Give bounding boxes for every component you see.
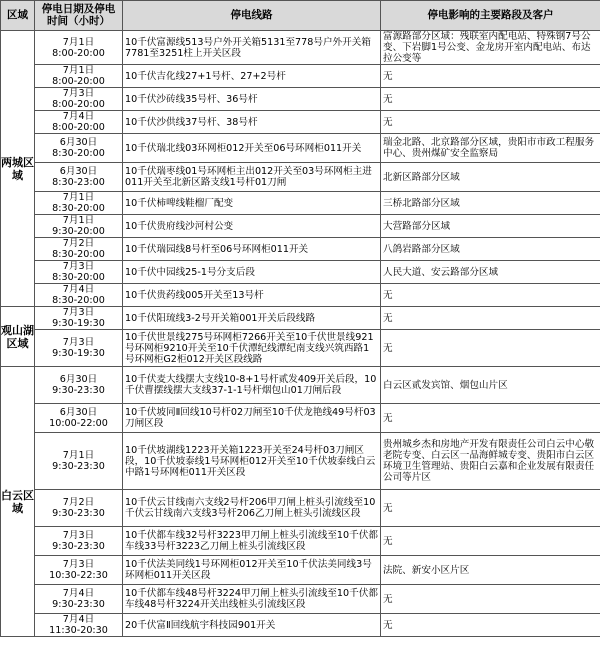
impact-cell: 富源路部分区域：残联室内配电站、特殊钢7号公变、下岩脚1号公变、金龙房开室内配电站、布达拉公变等 [381,31,600,65]
table-row [1,88,600,111]
time-cell [35,261,123,284]
outage-hours: 8:00-20:00 [52,47,105,59]
outage-hours: 8:30-20:00 [52,272,105,283]
time-cell [35,556,123,585]
area-cell: 观山湖区域 [1,307,35,367]
table-row [1,307,600,330]
area-cell: 两城区域 [1,31,35,307]
line-cell: 10千伏瑞园线8号杆至06号环网柜011开关 [123,238,381,261]
outage-date: 6月30日 [59,137,98,148]
line-cell: 10千伏云甘线南六支线2号杆206甲刀闸上桩头引流线至10千伏云甘线南六支线3号杆206乙刀闸上桩头引流线区段 [123,490,381,527]
impact-cell: 八鸽岩路部分区域 [381,238,600,261]
outage-date: 7月3日 [62,530,95,541]
time-cell [35,330,123,367]
outage-date: 7月4日 [62,284,95,295]
time-cell [35,404,123,433]
header-time: 停电日期及停电时间（小时） [35,1,123,31]
impact-cell: 白云区贰发宾馆、烟包山片区 [381,367,600,404]
outage-hours: 9:30-23:30 [52,385,105,396]
impact-cell: 瑞金北路、北京路部分区域，贵阳市市政工程服务中心、贵州煤矿安全监察局 [381,134,600,163]
outage-hours: 8:00-20:00 [52,76,105,87]
table-row [1,556,600,585]
line-cell: 10千伏柿啤线鞋榴厂配变 [123,192,381,215]
time-cell [35,614,123,637]
impact-cell: 无 [381,307,600,330]
line-cell: 10千伏都车线32号杆3223甲刀闸上桩头引流线至10千伏都车线33号杆3223乙刀闸上桩头引流线区段 [123,527,381,556]
outage-hours: 9:30-23:30 [52,508,105,519]
area-cell: 白云区域 [1,367,35,637]
outage-date: 7月1日 [62,65,95,76]
table-row [1,433,600,490]
line-cell: 10千伏法美同线1号环网柜012开关至10千伏法美同线3号环网柜011开关区段 [123,556,381,585]
outage-date: 7月2日 [62,497,95,508]
outage-date: 7月3日 [62,559,95,570]
line-cell: 10千伏瑞枣线01号环网柜主出012开关至03号环网柜主进011开关至北新区路支线1号杆01刀闸 [123,163,381,192]
table-body [1,31,600,637]
line-cell: 10千伏中园线25-1号分支后段 [123,261,381,284]
table-row [1,404,600,433]
time-cell [35,134,123,163]
line-cell: 10千伏麦大线摆大支线10-8+1号杆贰发409开关后段，10千伏曹摆线摆大支线37-1-1号杆烟包山01刀闸后段 [123,367,381,404]
time-cell [35,307,123,330]
outage-hours: 9:30-23:30 [52,461,105,472]
outage-hours: 9:30-23:30 [52,541,105,552]
line-cell: 10千伏吉化线27+1号杆、27+2号杆 [123,65,381,88]
table-row [1,330,600,367]
table-row [1,65,600,88]
outage-hours: 8:00-20:00 [52,99,105,110]
impact-cell: 无 [381,490,600,527]
line-cell: 10千伏坡同Ⅱ回线10号杆02刀闸至10千伏龙艳线49号杆03刀闸区段 [123,404,381,433]
impact-cell: 无 [381,330,600,367]
outage-hours: 8:30-23:00 [52,177,105,188]
line-cell: 10千伏贵药线005开关至13号杆 [123,284,381,307]
table-row [1,31,600,65]
outage-date: 7月4日 [62,588,95,599]
time-cell [35,238,123,261]
outage-date: 7月3日 [62,307,95,318]
impact-cell: 人民大道、安云路部分区域 [381,261,600,284]
outage-date: 7月4日 [62,614,95,625]
line-cell: 10千伏贵府线沙河村公变 [123,215,381,238]
impact-cell: 无 [381,284,600,307]
time-cell [35,585,123,614]
table-row [1,215,600,238]
impact-cell: 北新区路部分区域 [381,163,600,192]
line-cell: 10千伏沙砖线35号杆、36号杆 [123,88,381,111]
outage-hours: 9:30-19:30 [52,348,105,359]
outage-date: 6月30日 [59,407,98,418]
table-row [1,585,600,614]
time-cell [35,433,123,490]
impact-cell: 无 [381,404,600,433]
outage-date: 7月1日 [62,215,95,226]
line-cell: 10千伏富源线513号户外开关箱5131至778号户外开关箱7781至3251柱上开关区段 [123,31,381,65]
outage-hours: 11:30-20:30 [49,625,108,636]
table-row [1,367,600,404]
outage-hours: 8:30-20:00 [52,295,105,306]
outage-hours: 10:00-22:00 [49,418,108,429]
table-row [1,284,600,307]
time-cell [35,215,123,238]
outage-hours: 8:30-20:00 [52,249,105,260]
time-cell [35,31,123,65]
time-cell [35,111,123,134]
table-row [1,527,600,556]
impact-cell: 无 [381,527,600,556]
outage-hours: 9:30-23:30 [52,599,105,610]
table-row [1,192,600,215]
outage-date: 7月3日 [62,88,95,99]
impact-cell: 无 [381,585,600,614]
header-row [1,1,600,31]
impact-cell: 三桥北路部分区域 [381,192,600,215]
line-cell: 10千伏瑞北线03环网柜012开关至06号环网柜011开关 [123,134,381,163]
table-row [1,490,600,527]
time-cell [35,490,123,527]
impact-cell: 法院、新安小区片区 [381,556,600,585]
outage-hours: 8:30-20:00 [52,203,105,214]
impact-cell: 无 [381,614,600,637]
table-row [1,134,600,163]
impact-cell: 无 [381,88,600,111]
table-row [1,111,600,134]
time-cell [35,367,123,404]
time-cell [35,192,123,215]
outage-hours: 8:00-20:00 [52,122,105,133]
time-cell [35,88,123,111]
line-cell: 10千伏沙供线37号杆、38号杆 [123,111,381,134]
outage-hours: 9:30-19:30 [52,318,105,329]
outage-date: 6月30日 [59,166,98,177]
impact-cell: 无 [381,65,600,88]
outage-date: 7月3日 [62,337,95,348]
line-cell: 10千伏坡湖线1223开关箱1223开关至24号杆03刀闸区段，10千伏坡泰线1号环网柜012开关至10千伏坡泰线白云中路1号环网柜011开关区段 [123,433,381,490]
line-cell: 10千伏都车线48号杆3224甲刀闸上桩头引流线至10千伏都车线48号杆3224开关出线桩头引流线区段 [123,585,381,614]
outage-date: 7月2日 [62,238,95,249]
line-cell: 20千伏富Ⅱ回线航宇科技园901开关 [123,614,381,637]
outage-date: 7月3日 [62,261,95,272]
outage-date: 7月1日 [62,192,95,203]
outage-date: 7月1日 [62,36,95,48]
header-impact: 停电影响的主要路段及客户 [381,1,600,31]
outage-date: 7月1日 [62,450,95,461]
outage-hours: 10:30-22:30 [49,570,108,581]
header-line: 停电线路 [123,1,381,31]
time-cell [35,65,123,88]
line-cell: 10千伏阳琉线3-2号开关箱001开关后段线路 [123,307,381,330]
time-cell [35,527,123,556]
outage-date: 7月4日 [62,111,95,122]
table-row [1,261,600,284]
table-row [1,163,600,192]
table-row [1,238,600,261]
time-cell [35,284,123,307]
header-area: 区域 [1,1,35,31]
table-row [1,614,600,637]
impact-cell: 无 [381,111,600,134]
outage-hours: 9:30-20:00 [52,226,105,237]
time-cell [35,163,123,192]
impact-cell: 大营路部分区域 [381,215,600,238]
impact-cell: 贵州城乡杰和房地产开发有限责任公司白云中心敬老院专变、白云区一品海鲜城专变、贵阳市白云区环境卫生管理站、贵阳白云嘉和企业发展有限责任公司等片区 [381,433,600,490]
outage-date: 6月30日 [59,374,98,385]
outage-hours: 8:30-20:00 [52,148,105,159]
line-cell: 10千伏世景线275号环网柜7266开关至10千伏世景线921号环网柜9210开关至10千伏潭纪线潭纪南支线兴筑西路1号环网柜G2柜012开关区段线路 [123,330,381,367]
